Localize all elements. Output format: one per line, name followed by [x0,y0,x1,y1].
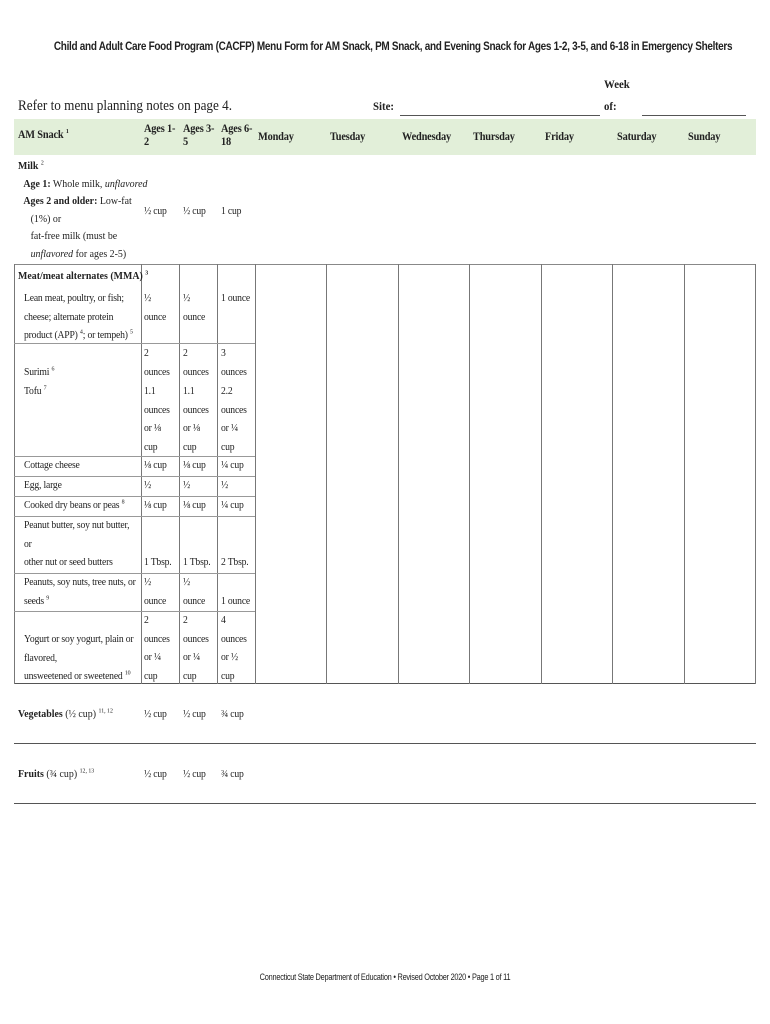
lean-meat-qty-1-2: ½ ounce [144,293,167,323]
page-footer: Connecticut State Department of Education • Revised October 2020 • Page 1 of 11 [259,972,511,982]
lean-meat-qty-3-5: ½ ounce [183,293,206,323]
grid-line [179,264,180,684]
day-thursday: Thursday [473,131,515,143]
grid-line [755,264,756,684]
cottage-qty-1-2: ⅛ cup [144,460,167,471]
yogurt-qty-3-5: 2 ounces or ¼ cup [183,615,209,682]
egg-qty-3-5: ½ [183,480,191,491]
grid-line [14,743,756,744]
page-title: Child and Adult Care Food Program (CACFP) Menu Form for AM Snack, PM Snack, and Evening Snack for Ages 1-2, 3-5, and 6-18 in Emergency Shelters [53,40,733,53]
grid-line [255,264,256,684]
beans-qty-1-2: ⅛ cup [144,500,167,511]
day-sunday: Sunday [688,131,721,143]
grid-line [469,264,470,684]
veg-qty-6-18: ¾ cup [221,709,244,720]
fruit-qty-6-18: ¾ cup [221,769,244,780]
egg-qty-6-18: ½ [221,480,229,491]
day-wednesday: Wednesday [402,131,451,143]
nut-butter-qty-6-18: 2 Tbsp. [221,557,249,568]
grid-line [684,264,685,684]
tofu-qty-6-18: 2.2 ounces or ¼ cup [221,386,247,453]
grid-line [14,264,15,684]
mma-item-nuts: Peanuts, soy nuts, tree nuts, or seeds $^9$ [24,577,136,607]
age-6-18-header: Ages 6- 18 [221,123,253,148]
nuts-qty-1-2: ½ ounce [144,577,167,607]
grid-line [14,611,255,612]
milk-qty-3-5: ½ cup [183,206,206,217]
day-monday: Monday [258,131,294,143]
milk-description: Milk $^2$ Age 1: Whole milk, unflavored Ages 2 and older: Low-fat (1%) or fat-free milk (must be unflavored for ages 2-5) [18,159,148,260]
nuts-qty-3-5: ½ ounce [183,577,206,607]
grid-line [14,803,756,804]
grid-line [541,264,542,684]
grid-line [326,264,327,684]
mma-item-lean-meat: Lean meat, poultry, or fish; cheese; alternate protein product (APP) $^4$; or tempeh) $^5$ [24,293,133,341]
mma-top-line [14,264,756,265]
mma-item-nut-butter: Peanut butter, soy nut butter, or other nut or seed butters [24,520,130,568]
veg-qty-3-5: ½ cup [183,709,206,720]
nut-butter-qty-1-2: 1 Tbsp. [144,557,172,568]
mma-item-egg: Egg, large [24,480,62,491]
fruits-label: Fruits (¾ cup) $^{12, 13}$ [18,767,95,780]
vegetables-label: Vegetables (½ cup) $^{11, 12}$ [18,707,113,720]
mma-item-tofu: Tofu $^7$ [24,384,47,397]
lean-meat-qty-6-18: 1 ounce [221,293,251,304]
mma-title: Meat/meat alternates (MMA) $^3$ [18,269,149,282]
age-1-2-header: Ages 1- 2 [144,123,176,148]
fruit-qty-1-2: ½ cup [144,769,167,780]
beans-qty-3-5: ⅛ cup [183,500,206,511]
meal-header: AM Snack $^1$ [18,128,69,141]
tofu-qty-1-2: 1.1 ounces or ⅛ cup [144,386,170,453]
grid-line [217,264,218,684]
week-input-line[interactable] [642,115,746,116]
mma-item-yogurt: Yogurt or soy yogurt, plain or flavored, unsweetened or sweetened $^{10}$ [24,634,134,682]
nut-butter-qty-3-5: 1 Tbsp. [183,557,211,568]
veg-qty-1-2: ½ cup [144,709,167,720]
milk-qty-6-18: 1 cup [221,206,242,217]
beans-qty-6-18: ¼ cup [221,500,244,511]
age-3-5-header: Ages 3- 5 [183,123,215,148]
grid-line [398,264,399,684]
mma-item-surimi: Surimi $^6$ [24,365,55,378]
surimi-qty-6-18: 3 ounces [221,348,247,378]
cottage-qty-6-18: ¼ cup [221,460,244,471]
egg-qty-1-2: ½ [144,480,152,491]
day-saturday: Saturday [617,131,657,143]
cottage-qty-3-5: ⅛ cup [183,460,206,471]
milk-qty-1-2: ½ cup [144,206,167,217]
day-friday: Friday [545,131,574,143]
mma-item-cottage-cheese: Cottage cheese [24,460,80,471]
planning-note: Refer to menu planning notes on page 4. [18,98,233,114]
surimi-qty-1-2: 2 ounces [144,348,170,378]
yogurt-qty-6-18: 4 ounces or ½ cup [221,615,247,682]
site-label: Site: [373,99,394,113]
grid-line [612,264,613,684]
week-label-of: of: [604,99,617,113]
site-input-line[interactable] [400,115,600,116]
grid-line [141,264,142,684]
mma-item-beans: Cooked dry beans or peas $^8$ [24,498,125,511]
surimi-qty-3-5: 2 ounces [183,348,209,378]
nuts-qty-6-18: 1 ounce [221,596,251,607]
fruit-qty-3-5: ½ cup [183,769,206,780]
tofu-qty-3-5: 1.1 ounces or ⅛ cup [183,386,209,453]
day-tuesday: Tuesday [330,131,366,143]
week-label: Week [604,77,630,91]
yogurt-qty-1-2: 2 ounces or ¼ cup [144,615,170,682]
